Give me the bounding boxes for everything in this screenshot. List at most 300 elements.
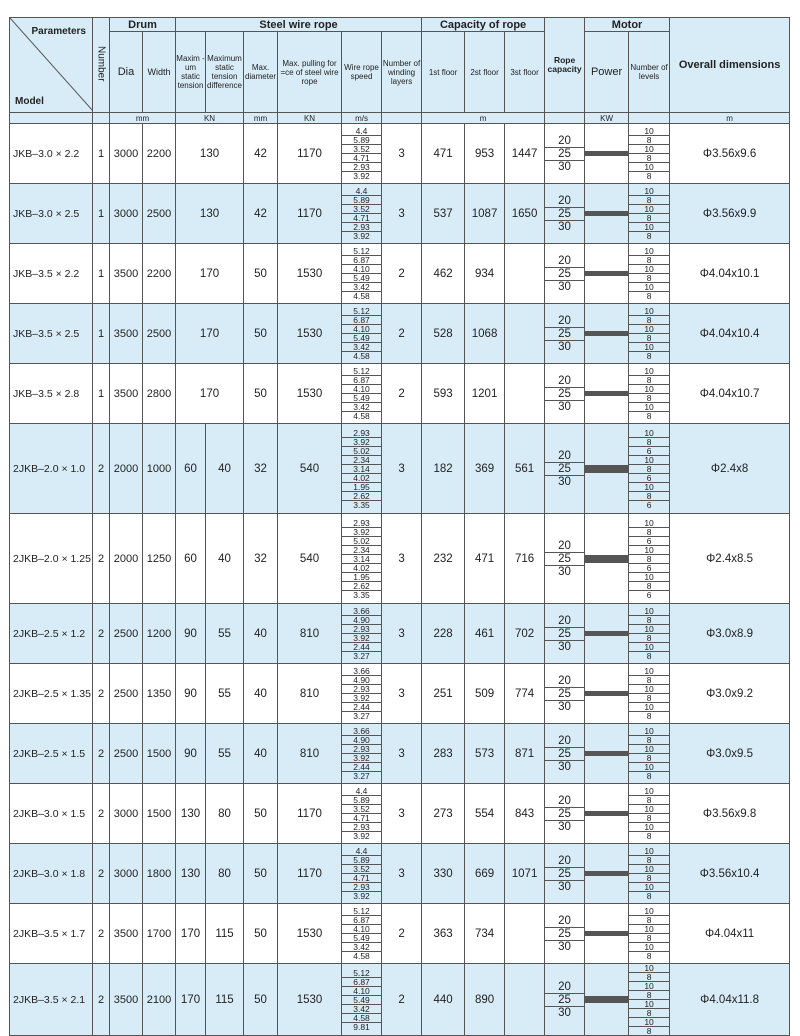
levels-cell-value: 10 — [629, 325, 669, 334]
model-cell: 2JKB–2.0 × 1.25 — [10, 514, 93, 604]
pulling-force-cell: 1530 — [278, 364, 342, 424]
rope-capacity-value: 25 — [545, 688, 584, 701]
levels-cell — [629, 244, 670, 304]
rope-speed-cell-value: 9.81 — [353, 1021, 370, 1032]
rope-speed-cell — [342, 604, 382, 664]
max-pulling-header: Max. pulling for =ce of steel wire rope — [278, 32, 342, 113]
floor2-cell: 669 — [465, 844, 505, 904]
levels-cell-value: 10 — [629, 429, 669, 438]
width-cell: 2200 — [143, 244, 176, 304]
floor1-cell: 462 — [422, 244, 465, 304]
rope-speed-cell-value: 3.66 — [342, 607, 381, 616]
width-cell: 1700 — [143, 904, 176, 964]
rope-speed-cell-value: 4.58 — [353, 351, 370, 361]
table-row — [10, 664, 790, 724]
levels-cell-value: 10 — [629, 823, 669, 832]
dia-cell: 3500 — [110, 244, 143, 304]
rope-capacity-value: 20 — [545, 135, 584, 148]
power-cell — [585, 964, 629, 1036]
rope-speed-cell-value: 3.92 — [353, 891, 370, 901]
rope-speed-cell-value: 3.66 — [342, 727, 381, 736]
levels-cell — [629, 424, 670, 514]
pulling-force-cell: 1530 — [278, 904, 342, 964]
number-cell: 1 — [93, 304, 110, 364]
rope-speed-header: Wire rope speed — [342, 32, 382, 113]
dia-cell: 3000 — [110, 844, 143, 904]
unit-tension: KN — [176, 113, 244, 124]
levels-cell-value: 10 — [629, 982, 669, 991]
number-cell: 2 — [93, 664, 110, 724]
levels-cell-value: 8 — [646, 651, 652, 661]
overall-dimensions-cell: Φ3.0x9.5 — [670, 724, 790, 784]
rope-speed-cell-value: 4.90 — [342, 616, 381, 625]
rope-speed-cell-value: 4.58 — [353, 291, 370, 301]
rope-capacity-value: 20 — [545, 981, 584, 994]
rope-speed-cell — [342, 904, 382, 964]
overall-dimensions-cell: Φ3.56x9.8 — [670, 784, 790, 844]
levels-cell-value: 10 — [629, 223, 669, 232]
rope-speed-cell-value: 5.12 — [342, 307, 381, 316]
power-cell — [585, 184, 629, 244]
winding-layers-cell: 2 — [382, 304, 422, 364]
floor2-cell: 1201 — [465, 364, 505, 424]
rope-capacity-cell — [545, 724, 585, 784]
power-cell-value — [585, 472, 628, 473]
width-cell: 1250 — [143, 514, 176, 604]
table-body — [10, 124, 790, 1036]
rope-speed-cell-value: 3.92 — [342, 634, 381, 643]
levels-cell-value: 10 — [629, 787, 669, 796]
levels-cell-value: 8 — [629, 555, 669, 564]
power-cell-value — [585, 395, 628, 396]
power-cell — [585, 604, 629, 664]
max-diff-header: Maximum static tension difference — [206, 32, 244, 113]
levels-cell-value: 8 — [646, 951, 652, 961]
overall-dimensions-cell: Φ3.56x9.6 — [670, 124, 790, 184]
power-cell — [585, 784, 629, 844]
pulling-force-cell: 810 — [278, 724, 342, 784]
levels-cell-value: 8 — [629, 438, 669, 447]
rope-capacity-value: 20 — [545, 675, 584, 688]
rope-speed-cell-value: 6.87 — [342, 978, 381, 987]
tension-cell: 130 — [176, 184, 244, 244]
number-cell: 2 — [93, 604, 110, 664]
levels-cell-value: 10 — [629, 847, 669, 856]
table-row — [10, 724, 790, 784]
rope-speed-cell-value: 2.34 — [342, 546, 381, 555]
rope-speed-cell-value: 6.87 — [342, 916, 381, 925]
rope-speed-cell-value: 3.27 — [353, 711, 370, 721]
rope-speed-cell-value: 5.49 — [342, 996, 381, 1005]
unit-blank — [93, 113, 110, 124]
rope-diameter-cell: 50 — [244, 904, 278, 964]
tension-cell: 130 — [176, 784, 206, 844]
capacity-group-header: Capacity of rope — [422, 18, 545, 32]
number-cell: 2 — [93, 724, 110, 784]
rope-capacity-cell — [545, 364, 585, 424]
tension-diff-cell: 115 — [206, 964, 244, 1036]
unit-speed: m/s — [342, 113, 382, 124]
rope-capacity-value: 30 — [558, 880, 571, 893]
floor2-cell: 934 — [465, 244, 505, 304]
floor3-cell: 843 — [505, 784, 545, 844]
rope-diameter-cell: 50 — [244, 844, 278, 904]
floor1-cell: 440 — [422, 964, 465, 1036]
rope-speed-cell-value: 1.95 — [342, 483, 381, 492]
levels-cell-value: 8 — [629, 334, 669, 343]
floor2-cell: 461 — [465, 604, 505, 664]
overall-dimensions-cell: Φ4.04x10.1 — [670, 244, 790, 304]
rope-capacity-value: 30 — [558, 280, 571, 293]
levels-cell-value: 8 — [629, 991, 669, 1000]
power-cell — [585, 424, 629, 514]
levels-cell-value: 10 — [629, 163, 669, 172]
tension-cell: 90 — [176, 664, 206, 724]
rope-speed-cell-value: 4.10 — [342, 385, 381, 394]
floor3-header: 3st floor — [505, 32, 545, 113]
dia-cell: 3000 — [110, 784, 143, 844]
tension-diff-cell: 80 — [206, 844, 244, 904]
rope-speed-cell-value: 2.62 — [342, 492, 381, 501]
power-cell-value — [585, 275, 628, 276]
rope-capacity-value: 20 — [545, 540, 584, 553]
tension-cell: 130 — [176, 844, 206, 904]
width-cell: 2500 — [143, 304, 176, 364]
parameters-label: Parameters — [31, 26, 86, 37]
rope-speed-cell-value: 4.90 — [342, 676, 381, 685]
power-cell — [585, 244, 629, 304]
levels-cell — [629, 514, 670, 604]
levels-cell — [629, 784, 670, 844]
levels-cell-value: 8 — [646, 711, 652, 721]
unit-blank — [629, 113, 670, 124]
table-row — [10, 184, 790, 244]
rope-capacity-value: 25 — [545, 388, 584, 401]
rope-diameter-cell: 50 — [244, 964, 278, 1036]
floor3-cell: 561 — [505, 424, 545, 514]
levels-cell-value: 8 — [629, 316, 669, 325]
rope-speed-cell-value: 5.49 — [342, 274, 381, 283]
rope-speed-cell-value: 3.52 — [342, 865, 381, 874]
unit-blank — [545, 113, 585, 124]
levels-cell-value: 8 — [629, 582, 669, 591]
rope-speed-cell-value: 2.93 — [342, 429, 381, 438]
levels-cell — [629, 364, 670, 424]
width-cell: 1350 — [143, 664, 176, 724]
winding-layers-cell: 3 — [382, 604, 422, 664]
levels-cell-value: 8 — [629, 492, 669, 501]
levels-cell-value: 6 — [629, 564, 669, 573]
rope-diameter-cell: 40 — [244, 724, 278, 784]
dia-cell: 2000 — [110, 514, 143, 604]
rope-speed-cell-value: 4.4 — [342, 847, 381, 856]
pulling-force-cell: 1530 — [278, 964, 342, 1036]
rope-speed-cell-value: 2.62 — [342, 582, 381, 591]
levels-cell-value: 10 — [629, 907, 669, 916]
levels-cell-value: 8 — [646, 1026, 652, 1036]
levels-cell-value: 8 — [646, 771, 652, 781]
levels-cell-value: 8 — [646, 831, 652, 841]
power-cell — [585, 844, 629, 904]
levels-cell — [629, 124, 670, 184]
rope-speed-cell — [342, 304, 382, 364]
power-cell-value — [585, 562, 628, 563]
model-cell: JKB–3.5 × 2.5 — [10, 304, 93, 364]
tension-diff-cell: 115 — [206, 904, 244, 964]
levels-cell-value: 10 — [629, 643, 669, 652]
model-cell: 2JKB–3.5 × 2.1 — [10, 964, 93, 1036]
floor2-cell: 369 — [465, 424, 505, 514]
rope-speed-cell-value: 3.92 — [342, 754, 381, 763]
rope-capacity-cell — [545, 784, 585, 844]
rope-capacity-value: 25 — [545, 808, 584, 821]
levels-cell-value: 10 — [629, 727, 669, 736]
rope-capacity-value: 20 — [545, 375, 584, 388]
overall-dimensions-cell: Φ4.04x11 — [670, 904, 790, 964]
levels-cell-value: 10 — [629, 607, 669, 616]
floor3-cell — [505, 244, 545, 304]
number-cell: 1 — [93, 184, 110, 244]
power-header: Power — [585, 32, 629, 113]
model-cell: JKB–3.5 × 2.2 — [10, 244, 93, 304]
floor3-cell: 716 — [505, 514, 545, 604]
rope-speed-cell-value: 2.93 — [342, 685, 381, 694]
rope-diameter-cell: 32 — [244, 424, 278, 514]
rope-speed-cell-value: 3.92 — [353, 231, 370, 241]
pulling-force-cell: 1170 — [278, 124, 342, 184]
model-cell: 2JKB–2.5 × 1.35 — [10, 664, 93, 724]
rope-speed-cell-value: 4.71 — [342, 874, 381, 883]
table-row — [10, 604, 790, 664]
levels-cell-value: 6 — [629, 447, 669, 456]
rope-speed-cell-value: 3.42 — [342, 1005, 381, 1014]
rope-capacity-cell — [545, 514, 585, 604]
rope-speed-cell-value: 5.89 — [342, 856, 381, 865]
width-cell: 2800 — [143, 364, 176, 424]
overall-dimensions-cell: Φ3.0x8.9 — [670, 604, 790, 664]
overall-dimensions-cell: Φ4.04x11.8 — [670, 964, 790, 1036]
levels-cell-value: 8 — [646, 351, 652, 361]
levels-cell-value: 10 — [629, 367, 669, 376]
rope-speed-cell-value: 2.93 — [342, 883, 381, 892]
unit-overall: m — [670, 113, 790, 124]
overall-dimensions-cell: Φ2.4x8.5 — [670, 514, 790, 604]
rope-speed-cell — [342, 424, 382, 514]
floor3-cell — [505, 364, 545, 424]
rope-diameter-cell: 42 — [244, 124, 278, 184]
levels-cell — [629, 904, 670, 964]
model-cell: 2JKB–2.5 × 1.5 — [10, 724, 93, 784]
rope-capacity-cell — [545, 184, 585, 244]
power-cell — [585, 124, 629, 184]
rope-diameter-cell: 40 — [244, 604, 278, 664]
levels-cell-value: 8 — [646, 231, 652, 241]
winding-layers-cell: 3 — [382, 844, 422, 904]
rope-speed-cell-value: 4.10 — [342, 925, 381, 934]
rope-capacity-value: 30 — [558, 475, 571, 488]
rope-speed-cell-value: 4.10 — [342, 325, 381, 334]
floor2-cell: 471 — [465, 514, 505, 604]
rope-capacity-value: 30 — [558, 760, 571, 773]
rope-speed-cell-value: 3.42 — [342, 283, 381, 292]
levels-cell — [629, 724, 670, 784]
rope-speed-cell-value: 4.58 — [353, 411, 370, 421]
levels-cell-value: 10 — [629, 546, 669, 555]
rope-capacity-value: 20 — [545, 315, 584, 328]
rope-capacity-value: 20 — [545, 195, 584, 208]
levels-cell-value: 10 — [629, 343, 669, 352]
rope-speed-cell-value: 2.93 — [342, 823, 381, 832]
levels-cell-value: 10 — [629, 573, 669, 582]
table-row — [10, 514, 790, 604]
model-cell: 2JKB–3.0 × 1.8 — [10, 844, 93, 904]
floor2-cell: 509 — [465, 664, 505, 724]
rope-capacity-value: 25 — [545, 994, 584, 1007]
levels-cell-value: 10 — [629, 385, 669, 394]
rope-speed-cell-value: 2.44 — [342, 763, 381, 772]
rope-speed-cell-value: 5.49 — [342, 394, 381, 403]
drum-group-header: Drum — [110, 18, 176, 32]
rope-group-header: Steel wire rope — [176, 18, 422, 32]
floor1-cell: 182 — [422, 424, 465, 514]
rope-diameter-cell: 42 — [244, 184, 278, 244]
levels-cell-value: 10 — [629, 703, 669, 712]
tension-cell: 170 — [176, 364, 244, 424]
rope-capacity-cell — [545, 664, 585, 724]
pulling-force-cell: 1530 — [278, 304, 342, 364]
rope-speed-cell-value: 5.89 — [342, 796, 381, 805]
rope-capacity-header: Rope capacity — [545, 18, 585, 113]
dia-cell: 2500 — [110, 664, 143, 724]
floor3-cell — [505, 304, 545, 364]
rope-speed-cell-value: 4.4 — [342, 127, 381, 136]
number-cell: 2 — [93, 784, 110, 844]
rope-speed-cell-value: 6.87 — [342, 316, 381, 325]
floor2-cell: 554 — [465, 784, 505, 844]
rope-capacity-value: 20 — [545, 915, 584, 928]
levels-cell-value: 10 — [629, 403, 669, 412]
levels-cell-value: 10 — [629, 483, 669, 492]
rope-capacity-cell — [545, 844, 585, 904]
rope-speed-cell — [342, 244, 382, 304]
rope-speed-cell-value: 5.12 — [342, 907, 381, 916]
rope-speed-cell-value: 3.14 — [342, 555, 381, 564]
floor1-cell: 273 — [422, 784, 465, 844]
floor3-cell: 1071 — [505, 844, 545, 904]
table-row — [10, 904, 790, 964]
table-row — [10, 124, 790, 184]
rope-speed-cell-value: 5.12 — [342, 367, 381, 376]
pulling-force-cell: 1170 — [278, 844, 342, 904]
rope-speed-cell — [342, 724, 382, 784]
levels-cell-value: 6 — [629, 474, 669, 483]
floor3-cell: 702 — [505, 604, 545, 664]
winding-layers-header: Number of winding layers — [382, 32, 422, 113]
levels-cell-value: 8 — [646, 411, 652, 421]
levels-cell-value: 10 — [629, 247, 669, 256]
levels-cell-value: 10 — [629, 805, 669, 814]
table-row — [10, 364, 790, 424]
pulling-force-cell: 540 — [278, 424, 342, 514]
rope-capacity-value: 25 — [545, 928, 584, 941]
floor1-cell: 471 — [422, 124, 465, 184]
rope-speed-cell-value: 3.92 — [342, 528, 381, 537]
levels-cell-value: 8 — [629, 634, 669, 643]
levels-cell-value: 8 — [629, 214, 669, 223]
rope-capacity-value: 25 — [545, 748, 584, 761]
unit-capacity: m — [422, 113, 545, 124]
tension-diff-cell: 80 — [206, 784, 244, 844]
rope-speed-cell-value: 2.93 — [342, 625, 381, 634]
rope-speed-cell — [342, 964, 382, 1036]
rope-speed-cell-value: 5.49 — [342, 334, 381, 343]
rope-speed-cell-value: 3.66 — [342, 667, 381, 676]
rope-diameter-cell: 50 — [244, 304, 278, 364]
rope-speed-cell-value: 3.52 — [342, 205, 381, 214]
floor3-cell: 871 — [505, 724, 545, 784]
rope-capacity-cell — [545, 604, 585, 664]
floor2-cell: 573 — [465, 724, 505, 784]
levels-cell-value: 8 — [629, 196, 669, 205]
rope-capacity-cell — [545, 424, 585, 514]
tension-cell: 170 — [176, 244, 244, 304]
rope-speed-cell — [342, 514, 382, 604]
rope-speed-cell-value: 6.87 — [342, 256, 381, 265]
floor3-cell: 774 — [505, 664, 545, 724]
dia-header: Dia — [110, 32, 143, 113]
levels-cell — [629, 844, 670, 904]
overall-header: Overall dimensions — [670, 18, 790, 113]
parameters-model-header — [10, 18, 93, 113]
levels-cell-value: 10 — [629, 127, 669, 136]
rope-speed-cell-value: 3.35 — [353, 589, 370, 600]
levels-cell-value: 8 — [629, 394, 669, 403]
table-row — [10, 244, 790, 304]
width-cell: 2100 — [143, 964, 176, 1036]
model-label: Model — [15, 96, 44, 107]
number-cell: 1 — [93, 124, 110, 184]
rope-capacity-value: 25 — [545, 628, 584, 641]
tension-cell: 60 — [176, 514, 206, 604]
levels-cell-value: 10 — [629, 187, 669, 196]
overall-dimensions-cell: Φ3.0x9.2 — [670, 664, 790, 724]
levels-cell-value: 8 — [629, 754, 669, 763]
levels-cell-value: 8 — [629, 465, 669, 474]
levels-cell-value: 8 — [629, 796, 669, 805]
levels-cell-value: 10 — [629, 745, 669, 754]
rope-speed-cell-value: 2.44 — [342, 643, 381, 652]
rope-speed-cell-value: 5.89 — [342, 136, 381, 145]
power-cell-value — [585, 815, 628, 816]
levels-cell-value: 8 — [629, 256, 669, 265]
levels-cell-value: 10 — [629, 943, 669, 952]
levels-cell-value: 10 — [629, 456, 669, 465]
unit-blank — [10, 113, 93, 124]
power-cell-value — [585, 155, 628, 156]
rope-speed-cell-value: 3.27 — [353, 651, 370, 661]
rope-speed-cell-value: 3.35 — [353, 499, 370, 510]
winding-layers-cell: 3 — [382, 184, 422, 244]
unit-pull: KN — [278, 113, 342, 124]
number-cell: 2 — [93, 904, 110, 964]
dia-cell: 3000 — [110, 124, 143, 184]
pulling-force-cell: 540 — [278, 514, 342, 604]
rope-speed-cell-value: 3.14 — [342, 465, 381, 474]
levels-cell — [629, 664, 670, 724]
levels-cell-value: 10 — [629, 925, 669, 934]
winding-layers-cell: 3 — [382, 124, 422, 184]
tension-cell: 90 — [176, 724, 206, 784]
